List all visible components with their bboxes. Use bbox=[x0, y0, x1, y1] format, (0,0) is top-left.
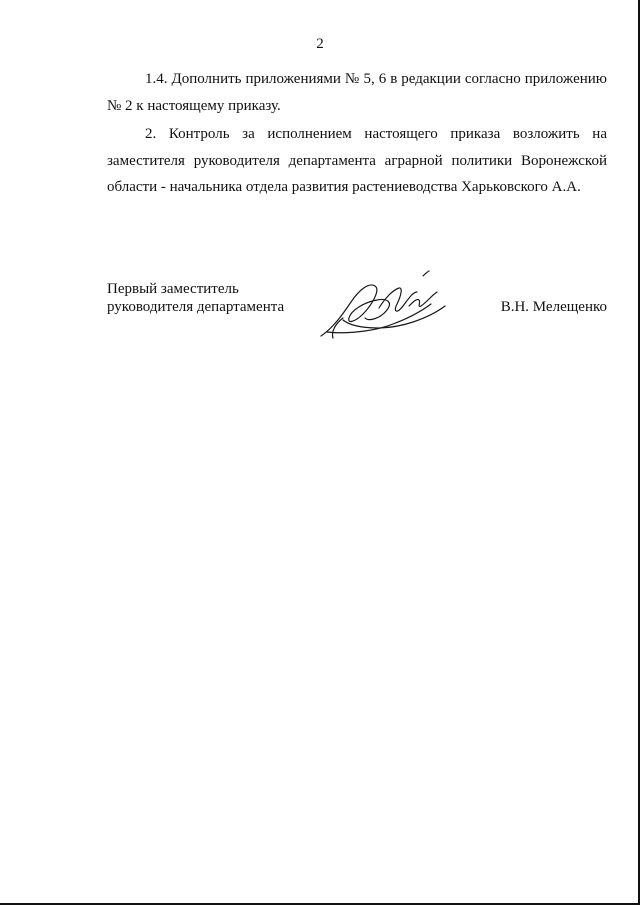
paragraph-item-2: 2. Контроль за исполнением настоящего приказа возложить на заместителя руководителя департамента аграрной политики Воронежской области - начальника отдела развития растениеводства Харьковского А.А. bbox=[107, 126, 607, 195]
signer-position-line-1: Первый заместитель bbox=[107, 281, 239, 297]
signer-position-line-2: руководителя департамента bbox=[107, 299, 285, 315]
handwritten-signature bbox=[313, 262, 453, 342]
signer-name: В.Н. Мелещенко bbox=[500, 299, 607, 315]
paragraph-item-1-4: 1.4. Дополнить приложениями № 5, 6 в редакции согласно приложению № 2 к настоящему приказу. bbox=[107, 71, 607, 114]
page-number: 2 bbox=[316, 36, 324, 52]
document-body bbox=[107, 66, 607, 203]
signer-position bbox=[107, 280, 284, 316]
